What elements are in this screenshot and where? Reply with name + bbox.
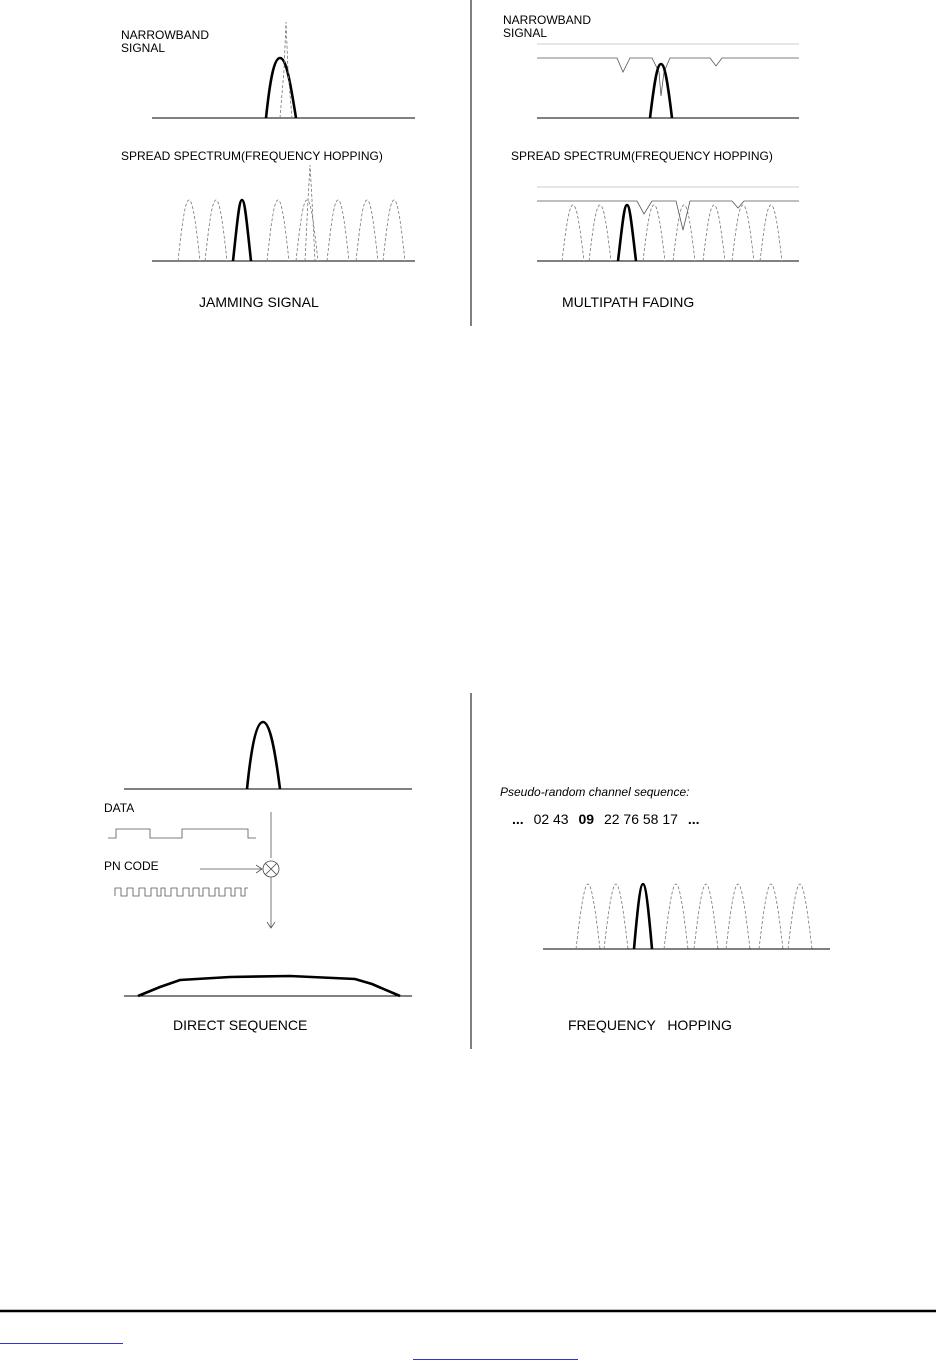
jamming-spike-spread (305, 165, 315, 261)
hop-channel-7 (356, 200, 378, 261)
hop-channel-2 (205, 200, 227, 261)
pn-code-waveform (115, 888, 248, 896)
narrowband-label-line2: SIGNAL (121, 41, 166, 55)
narrowband-signal-peak (266, 58, 296, 118)
channel-sequence (512, 811, 700, 827)
hop-channel-r-active (618, 205, 636, 261)
hop-channel-6 (327, 200, 349, 261)
footer-link-center[interactable] (413, 1359, 578, 1360)
hop-channel-r2 (589, 205, 611, 261)
hop-channel-r8 (760, 205, 782, 261)
fading-profile-spread (537, 201, 799, 230)
multipath-panel (503, 13, 799, 310)
sequence-title: Pseudo-random channel sequence: (500, 785, 690, 799)
hop-channel-r1 (562, 205, 584, 261)
narrowband-label-line2-right: SIGNAL (503, 26, 548, 40)
spread-spectrum-label: SPREAD SPECTRUM(FREQUENCY HOPPING) (121, 149, 383, 163)
fh-channel-2 (604, 884, 628, 949)
data-waveform (108, 829, 256, 838)
fh-channel-5 (694, 884, 718, 949)
sequence-highlight: 09 (578, 811, 595, 827)
ds-spread-spectrum (138, 976, 400, 996)
multipath-caption: MULTIPATH FADING (562, 294, 695, 310)
sequence-ellipsis-start: ... (512, 811, 524, 827)
sequence-after: 22 76 58 17 (603, 811, 678, 827)
narrowband-label-line1-right: NARROWBAND (503, 13, 592, 27)
ds-narrowband-peak (247, 722, 280, 789)
footer-link-left[interactable] (0, 1343, 123, 1344)
narrowband-signal-faded (650, 64, 672, 118)
hop-channel-r4 (643, 205, 665, 261)
jamming-panel (121, 22, 415, 310)
jamming-caption: JAMMING SIGNAL (199, 294, 319, 310)
narrowband-label-line1: NARROWBAND (121, 28, 210, 42)
fh-channel-8 (788, 884, 812, 949)
hop-channel-r7 (732, 205, 754, 261)
pn-code-label: PN CODE (104, 859, 159, 873)
data-label: DATA (104, 801, 135, 815)
fh-channel-6 (726, 884, 750, 949)
fh-channel-7 (759, 884, 783, 949)
spread-spectrum-label-right: SPREAD SPECTRUM(FREQUENCY HOPPING) (511, 149, 773, 163)
fh-channel-1 (576, 884, 600, 949)
fh-channel-active (634, 884, 652, 949)
frequency-hopping-caption: FREQUENCY HOPPING (568, 1017, 732, 1033)
sequence-before: 02 43 (533, 811, 569, 827)
frequency-hopping-panel (500, 785, 830, 1033)
fh-channel-4 (664, 884, 688, 949)
hop-channel-r5 (673, 205, 695, 261)
hop-channel-4 (267, 200, 289, 261)
direct-sequence-caption: DIRECT SEQUENCE (173, 1017, 308, 1033)
hop-channel-r6 (703, 205, 725, 261)
sequence-ellipsis-end: ... (687, 811, 700, 827)
direct-sequence-panel (104, 722, 412, 1033)
hop-channel-active (233, 200, 251, 261)
hop-channel-1 (178, 200, 200, 261)
hop-channel-8 (383, 200, 405, 261)
hop-channel-5 (296, 200, 318, 261)
